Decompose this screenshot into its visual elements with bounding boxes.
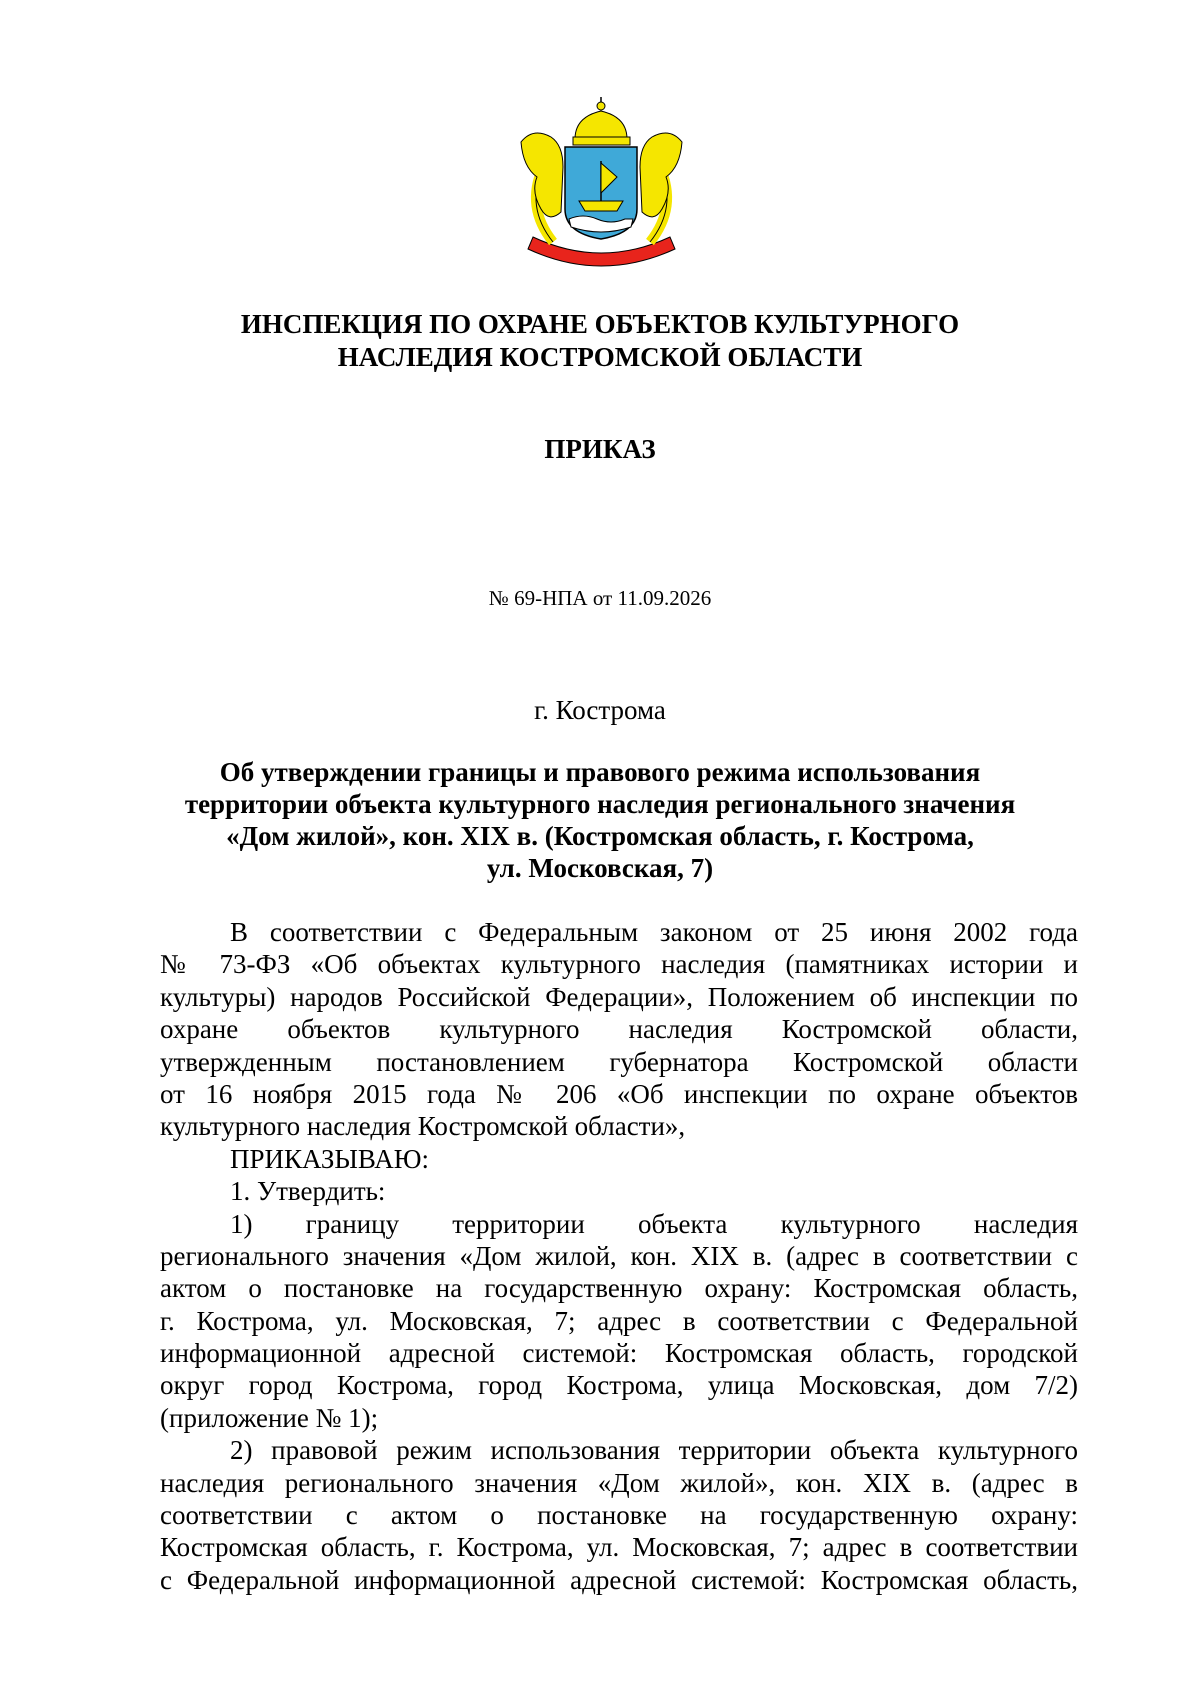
body-line: актом о постановке на государственную охрану: Костромская область, <box>160 1273 1078 1304</box>
document-number-date: № 69-НПА от 11.09.2026 <box>488 586 712 610</box>
subject-line: Об утверждении границы и правового режима использования <box>219 757 981 787</box>
document-body <box>160 916 1078 1596</box>
body-line: соответствии с актом о постановке на государственную охрану: <box>160 1500 1078 1531</box>
body-line: от 16 ноября 2015 года № 206 «Об инспекции по охране объектов <box>160 1078 1078 1109</box>
body-line: (приложение № 1); <box>160 1402 379 1433</box>
issuer-name-line-2: НАСЛЕДИЯ КОСТРОМСКОЙ ОБЛАСТИ <box>337 342 863 372</box>
body-line: наследия регионального значения «Дом жилой», кон. XIX в. (адрес в <box>160 1467 1078 1498</box>
list-item: 1. Утвердить: <box>230 1176 386 1207</box>
document-type: ПРИКАЗ <box>544 434 656 464</box>
body-line: регионального значения «Дом жилой, кон. XIX в. (адрес в соответствии с <box>160 1240 1078 1271</box>
subject-line: территории объекта культурного наследия регионального значения <box>184 789 1016 819</box>
issuer-name-line-1: ИНСПЕКЦИЯ ПО ОХРАНЕ ОБЪЕКТОВ КУЛЬТУРНОГО <box>240 309 960 339</box>
body-line: округ город Кострома, город Кострома, улица Московская, дом 7/2) <box>160 1370 1078 1401</box>
subject-line: «Дом жилой», кон. XIX в. (Костромская область, г. Кострома, <box>226 821 974 851</box>
issuer-name <box>160 308 1040 374</box>
body-line: охране объектов культурного наследия Костромской области, <box>160 1014 1078 1045</box>
body-line: утвержденным постановлением губернатора Костромской области <box>160 1046 1078 1077</box>
body-line: культуры) народов Российской Федерации», Положением об инспекции по <box>160 981 1078 1012</box>
body-line: г. Кострома, ул. Московская, 7; адрес в соответствии с Федеральной <box>160 1305 1078 1336</box>
document-city: г. Кострома <box>534 695 666 725</box>
body-line: культурного наследия Костромской области», <box>160 1111 686 1142</box>
body-line: № 73-ФЗ «Об объектах культурного наследия (памятниках истории и <box>160 949 1078 980</box>
body-line: с Федеральной информационной адресной системой: Костромская область, <box>160 1564 1078 1595</box>
document-subject <box>160 756 1040 884</box>
kostroma-oblast-coat-of-arms-icon <box>513 97 690 271</box>
body-line: 2) правовой режим использования территории объекта культурного <box>230 1435 1078 1466</box>
body-line: 1) границу территории объекта культурного наследия <box>230 1208 1078 1239</box>
order-word: ПРИКАЗЫВАЮ: <box>230 1143 429 1174</box>
body-line: Костромская область, г. Кострома, ул. Московская, 7; адрес в соответствии <box>160 1532 1078 1563</box>
subject-line: ул. Московская, 7) <box>486 853 714 883</box>
body-line: информационной адресной системой: Костромская область, городской <box>160 1338 1078 1369</box>
body-line: В соответствии с Федеральным законом от 25 июня 2002 года <box>230 917 1078 947</box>
